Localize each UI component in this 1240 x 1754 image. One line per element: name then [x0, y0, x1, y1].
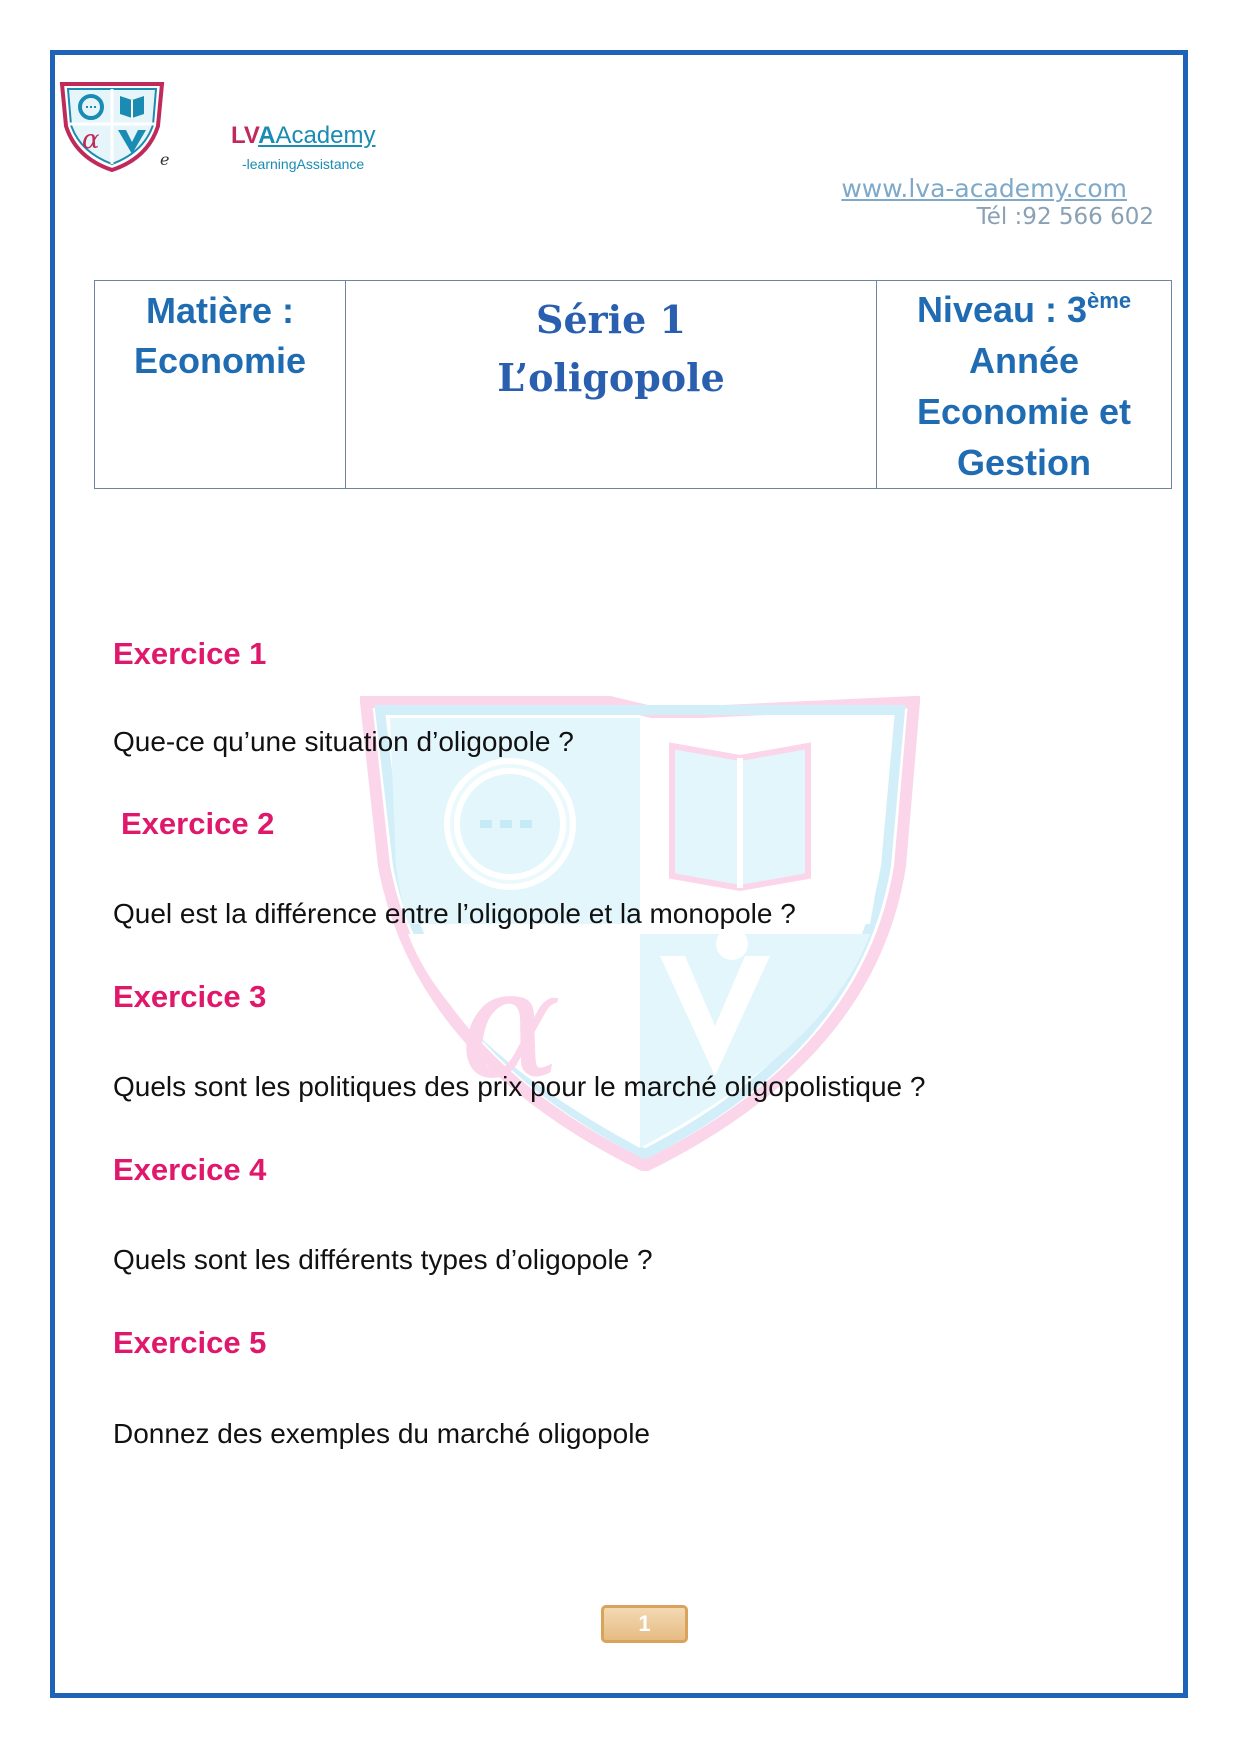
website-link[interactable]: www.lva-academy.com: [841, 174, 1127, 203]
exercise-4-title: Exercice 4: [113, 1152, 267, 1187]
subject-cell: [95, 281, 346, 489]
exercise-3-question: Quels sont les politiques des prix pour le marché oligopolistique ?: [113, 1071, 926, 1102]
brand-academy: Academy: [275, 122, 376, 149]
brand-a: A: [258, 122, 276, 149]
exercise-5-question: Donnez des exemples du marché oligopole: [113, 1418, 650, 1449]
subject-label: Matière :: [145, 290, 295, 331]
level-section-1: Economie et: [916, 391, 1132, 432]
series-title: Série 1: [536, 297, 686, 342]
exercise-2-question: Quel est la différence entre l’oligopole et la monopole ?: [113, 898, 796, 929]
logo-e-mark: e: [160, 150, 170, 169]
exercise-1-title: Exercice 1: [113, 636, 267, 671]
brand-lv: LV: [231, 122, 259, 149]
exercise-3-title: Exercice 3: [113, 979, 267, 1014]
level-prefix: Niveau : 3: [916, 289, 1088, 330]
series-topic: L’oligopole: [497, 355, 725, 400]
svg-text:α: α: [460, 938, 562, 1112]
level-superscript: ème: [1087, 288, 1132, 313]
page-number-badge: 1: [601, 1605, 688, 1643]
lva-logo-icon: [58, 80, 166, 172]
exercise-4-question: Quels sont les différents types d’oligopole ?: [113, 1244, 653, 1275]
level-cell: [877, 281, 1172, 489]
level-section-2: Gestion: [956, 442, 1091, 483]
level-year: Année: [968, 340, 1080, 381]
brand-name[interactable]: [231, 122, 376, 150]
exercise-2-title: Exercice 2: [121, 806, 275, 841]
series-cell: [346, 281, 877, 489]
exercise-5-title: Exercice 5: [113, 1325, 267, 1360]
svg-text:α: α: [82, 125, 100, 155]
header-table: [94, 280, 1172, 489]
phone-number: Tél :92 566 602: [976, 204, 1154, 230]
level-label: [877, 284, 1171, 335]
exercise-1-question: Que-ce qu’une situation d’oligopole ?: [113, 726, 574, 757]
brand-tagline: -learningAssistance: [242, 156, 365, 172]
subject-value: Economie: [133, 340, 307, 381]
